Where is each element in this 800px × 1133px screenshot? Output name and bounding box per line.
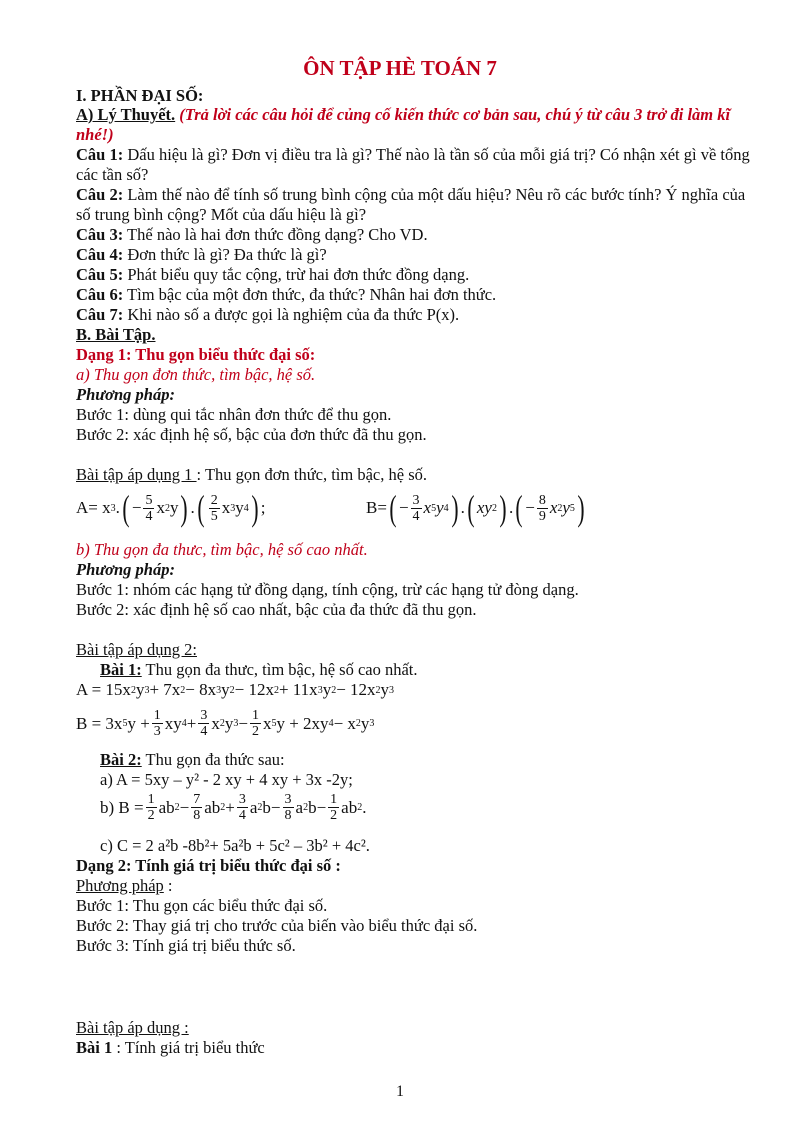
theory-heading: A) Lý Thuyết.: [76, 105, 176, 124]
bai1-line: Bài 1: Thu gọn đa thưc, tìm bậc, hệ số cao nhất.: [100, 660, 418, 679]
apply1-line: Bài tập áp dụng 1 : Thu gọn đơn thức, tìm bậc, hệ số.: [76, 465, 427, 484]
polynomial-a: A = 15x 2 y 3 + 7x 2 − 8x 3 y 2 − 12x 2 + 11x 3 y 2 − 12x 2 y 3: [76, 680, 395, 699]
dang2-heading: Dạng 2: Tính giá trị biểu thức đại số :: [76, 856, 341, 875]
question-5: Câu 5: Phát biểu quy tắc cộng, trừ hai đơn thức đồng dạng.: [76, 265, 470, 284]
dang1-sub-a: a) Thu gọn đơn thức, tìm bậc, hệ số.: [76, 365, 316, 384]
step-a-2: Bước 2: xác định hệ số, bậc của đơn thức đã thu gọn.: [76, 425, 427, 444]
expression-b: B= ( − $\frac{3}{4}$ x 5 y 4 ) . ( xy 2 ) . ( − $\frac{8}{9}$ x 2 y 5 ): [366, 488, 585, 528]
question-7: Câu 7: Khi nào số a được gọi là nghiệm của đa thức P(x).: [76, 305, 460, 324]
dang2-bai1-line: Bài 1 : Tính giá trị biểu thức: [76, 1038, 265, 1057]
question-1: Câu 1: Dấu hiệu là gì? Đơn vị điều tra là gì? Thế nào là tần số của mỗi giá trị? Có nhận xét gì về tổng các tần số?: [76, 145, 750, 184]
dang1-heading: Dạng 1: Thu gọn biểu thức đại số:: [76, 345, 316, 364]
page-number: 1: [396, 1083, 404, 1100]
step-a-1: Bước 1: dùng qui tắc nhân đơn thức để thu gọn.: [76, 405, 392, 424]
question-3: Câu 3: Thế nào là hai đơn thức đồng dạng? Cho VD.: [76, 225, 428, 244]
theory-heading-line: [76, 105, 752, 145]
dang2-method-line: Phương pháp :: [76, 876, 173, 895]
dang2-step-2: Bước 2: Thay giá trị cho trước của biến vào biểu thức đại số.: [76, 916, 478, 935]
dang2-step-1: Bước 1: Thu gọn các biểu thức đại số.: [76, 896, 328, 915]
section-algebra-heading: I. PHẦN ĐẠI SỐ:: [76, 86, 204, 105]
bai2-c: c) C = 2 a²b -8b²+ 5a²b + 5c² – 3b² + 4c².: [100, 836, 370, 855]
bai2-b: b) B = $\frac{1}{2}$ ab 2 − $\frac{7}{8}$ ab 2 + $\frac{3}{4}$ a 2 b− $\frac{3}{8}$ a 2 b− $\frac{1}{2}$ ab 2 .: [100, 792, 367, 823]
document-title: ÔN TẬP HÈ TOÁN 7: [303, 56, 497, 80]
theory-note: (Trả lời các câu hỏi để củng cố kiến thức cơ bản sau, chú ý từ câu 3 trở đi làm kĩ nhé!): [76, 105, 731, 144]
expression-a: A= x 3 . ( − $\frac{5}{4}$ x 2 y ) . ( $\frac{2}{5}$ x 3 y 4 ) ;: [76, 488, 266, 528]
dang2-step-3: Bước 3: Tính giá trị biểu thức số.: [76, 936, 296, 955]
dang2-apply-label: Bài tập áp dụng :: [76, 1018, 189, 1037]
step-b-1: Bước 1: nhóm các hạng tử đồng dạng, tính cộng, trừ các hạng tử đòng dạng.: [76, 580, 579, 599]
bai2-line: Bài 2: Thu gọn đa thức sau:: [100, 750, 285, 769]
question-4: Câu 4: Đơn thức là gì? Đa thức là gì?: [76, 245, 327, 264]
method-label-b: Phương pháp:: [76, 560, 175, 579]
question-6: Câu 6: Tìm bậc của một đơn thức, đa thức? Nhân hai đơn thức.: [76, 285, 497, 304]
question-2: Câu 2: Làm thế nào để tính số trung bình cộng của một dấu hiệu? Nêu rõ các bước tính? Ý nghĩa của số trung bình cộng? Mốt của dấu hiệu là gì?: [76, 185, 746, 224]
exercises-heading: B. Bài Tập.: [76, 325, 156, 344]
step-b-2: Bước 2: xác định hệ số cao nhất, bậc của đa thức đã thu gọn.: [76, 600, 477, 619]
method-label-a: Phương pháp:: [76, 385, 175, 404]
polynomial-b: B = 3x 5 y + $\frac{1}{3}$ xy 4 + $\frac{3}{4}$ x 2 y 3 − $\frac{1}{2}$ x 5 y + 2xy 4 − x 2 y 3: [76, 708, 375, 739]
bai2-a: a) A = 5xy – y² - 2 xy + 4 xy + 3x -2y;: [100, 770, 353, 789]
apply2-label: Bài tập áp dụng 2:: [76, 640, 197, 659]
dang1-sub-b: b) Thu gọn đa thưc, tìm bậc, hệ số cao nhất.: [76, 540, 368, 559]
